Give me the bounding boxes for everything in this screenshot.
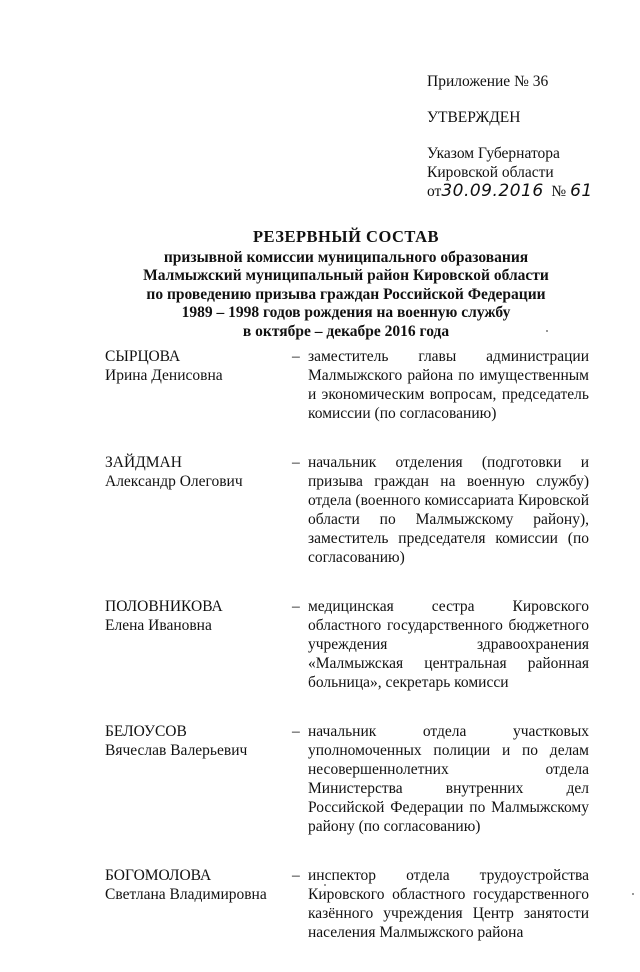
heading-line-5: в октябре – декабре 2016 года [242,322,450,340]
scan-speck [632,893,634,895]
decree-date-line [427,182,627,201]
from-label: от [427,183,442,200]
dash-separator: – [292,723,300,740]
member-surname: СЫРЦОВА [105,348,181,365]
scan-speck [324,884,326,886]
heading-line-2: Малмыжский муниципальный район Кировской области [143,267,549,284]
member-name [105,347,283,385]
document-title: РЕЗЕРВНЫЙ СОСТАВ [252,227,440,246]
approval-stamp [427,72,627,201]
member-role: инспектор отдела трудоустройства Кировского областного государственного казённого учреждения Центр занятости населения Малмыжского района [308,867,589,941]
dash-separator: – [292,867,300,884]
dash-separator: – [292,454,300,471]
member-role: медицинская сестра Кировского областного государственного бюджетного учреждения здравоохранения «Малмыжская центральная районная больница», секретарь комисси [308,598,589,691]
handwritten-number: 61 [570,181,593,201]
member-given-name: Светлана Владимировна [105,886,267,903]
appendix-label: Приложение № 36 [427,73,549,90]
member-entry [105,453,589,567]
scan-speck [546,330,548,332]
member-surname: БОГОМОЛОВА [105,867,212,884]
dash-separator: – [292,348,300,365]
document-heading [100,228,592,341]
number-label: № [551,183,567,200]
heading-line-3: по проведению призыва граждан Российской Федерации [146,285,546,303]
decree-line-2: Кировской области [427,164,554,181]
member-given-name: Вячеслав Валерьевич [105,742,248,759]
member-given-name: Елена Ивановна [105,617,212,634]
member-role: заместитель главы администрации Малмыжского района по имущественным и экономическим вопросам, председатель комиссии (по согласованию) [308,348,589,422]
member-given-name: Ирина Денисовна [105,367,223,384]
dash-separator: – [292,598,300,615]
member-surname: ПОЛОВНИКОВА [105,598,223,615]
member-entry [105,597,589,692]
member-name [105,722,283,760]
heading-line-1: призывной комиссии муниципального образования [163,248,529,266]
member-name [105,866,283,904]
member-surname: БЕЛОУСОВ [105,723,187,740]
decree-line-1: Указом Губернатора [427,145,560,162]
member-entry [105,347,589,423]
member-role: начальник отдела участковых уполномоченных полиции и по делам несовершеннолетних отдела Министерства внутренних дел Российской Федерации по Малмыжскому району (по согласованию) [308,723,589,835]
handwritten-date: 30.09.2016 [441,181,544,201]
heading-line-4: 1989 – 1998 годов рождения на военную службу [181,304,511,321]
member-role: начальник отделения (подготовки и призыва граждан на военную службу) отдела (военного комиссариата Кировской области по Малмыжскому району), заместитель председателя комиссии (по согласованию) [308,454,589,566]
member-given-name: Александр Олегович [105,473,243,490]
commission-members [105,347,589,972]
member-surname: ЗАЙДМАН [105,454,182,471]
member-entry [105,722,589,836]
member-name [105,453,283,491]
member-name [105,597,283,635]
member-entry [105,866,589,942]
approved-label: УТВЕРЖДЕН [427,109,521,126]
